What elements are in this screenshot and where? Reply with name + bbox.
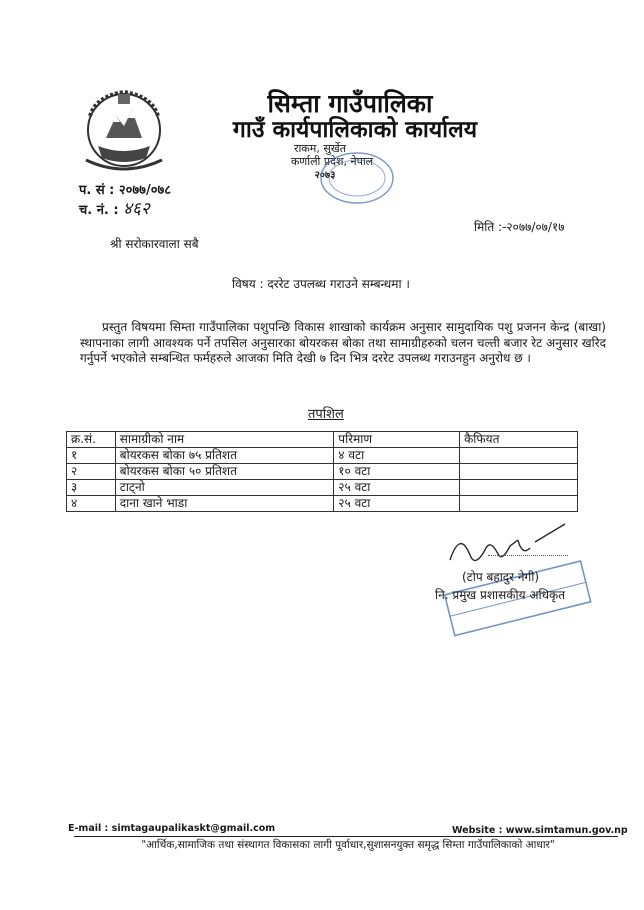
cell-item-name: बोयरकस बोका ५० प्रतिशत [115, 464, 334, 480]
items-table [66, 431, 578, 512]
signature-line [488, 555, 568, 556]
header-quantity: परिमाण [334, 432, 460, 448]
dispatch-number [79, 196, 150, 219]
cell-serial: २ [67, 464, 116, 480]
cell-item-name: टाट्नो [115, 480, 334, 496]
date-value: २०७७/०७/१७ [506, 220, 565, 234]
subject-line: विषय : दररेट उपलब्ध गराउने सम्बन्धमा । [232, 277, 410, 291]
header-remarks: कैफियत [460, 432, 578, 448]
footer-email: E-mail : simtagaupalikaskt@gmail.com [68, 823, 276, 834]
cell-serial: १ [67, 448, 116, 464]
table-header-row [67, 432, 578, 448]
office-stamp-icon [318, 150, 396, 206]
cell-remarks [460, 464, 578, 480]
cell-remarks [460, 448, 578, 464]
signatory-name: (टोप बहादुर नेगी) [462, 570, 540, 584]
reference-value: २०७७/०७८ [118, 183, 171, 198]
signatory-title: नि. प्रमुख प्रशासकीय अधिकृत [435, 588, 566, 602]
office-name: गाउँ कार्यपालिकाको कार्यालय [232, 117, 478, 143]
cell-serial: ४ [67, 496, 116, 512]
dispatch-value: ४६२ [123, 199, 150, 219]
cell-quantity: २५ वटा [334, 480, 460, 496]
footer-motto: "आर्थिक,सामाजिक तथा संस्थागत विकासका लागी पूर्वाधार,सुशासनयुक्त समृद्ध सिम्ता गाउँपालिकाको आधार" [141, 839, 555, 851]
cell-item-name: बोयरकस बोका ७५ प्रतिशत [115, 448, 334, 464]
body-paragraph: प्रस्तुत विषयमा सिम्ता गाउँपालिका पशुपन्छि विकास शाखाको कार्यक्रम अनुसार सामुदायिक पशु प्रजनन केन्द्र (बाखा) स्थापनाका लागी आवश्यक पर्ने तपसिल अनुसारका बोयरकस बोका तथा सामाग्रीहरुको चलन चल्ती बजार रेट अनुसार खरिद गर्नुपर्ने भएकोले सम्बन्धित फर्महरुले आजका मिति देखी ७ दिन भित्र दररेट उपलब्ध गराउनहुन अनुरोध छ । [80, 320, 606, 365]
address-line-1: राकम, सुर्खेत [293, 142, 347, 155]
cell-remarks [460, 480, 578, 496]
header-serial: क्र.सं. [67, 432, 116, 448]
cell-remarks [460, 496, 578, 512]
table-row [67, 496, 578, 512]
recipient: श्री सरोकारवाला सबै [110, 237, 199, 251]
org-name: सिम्ता गाउँपालिका [267, 89, 433, 118]
cell-serial: ३ [67, 480, 116, 496]
header-item-name: सामाग्रीको नाम [115, 432, 334, 448]
table-row [67, 480, 578, 496]
table-title: तपशिल [308, 407, 344, 422]
date-label: मिति :- [474, 220, 507, 234]
letter-date [474, 218, 564, 235]
address-line-3: २०७३ [314, 170, 336, 181]
nepal-emblem-icon [76, 86, 172, 176]
table-row [67, 464, 578, 480]
footer-website: Website : www.simtamun.gov.np [452, 825, 628, 836]
cell-quantity: ४ वटा [334, 448, 460, 464]
cell-quantity: १० वटा [334, 464, 460, 480]
reference-label: प. सं : [79, 183, 115, 198]
footer-divider [74, 836, 618, 837]
address-line-2: कर्णाली प्रदेश, नेपाल [290, 155, 374, 168]
dispatch-label: च. नं. : [79, 203, 119, 218]
table-row [67, 448, 578, 464]
cell-quantity: २५ वटा [334, 496, 460, 512]
cell-item-name: दाना खाने भाडा [115, 496, 334, 512]
